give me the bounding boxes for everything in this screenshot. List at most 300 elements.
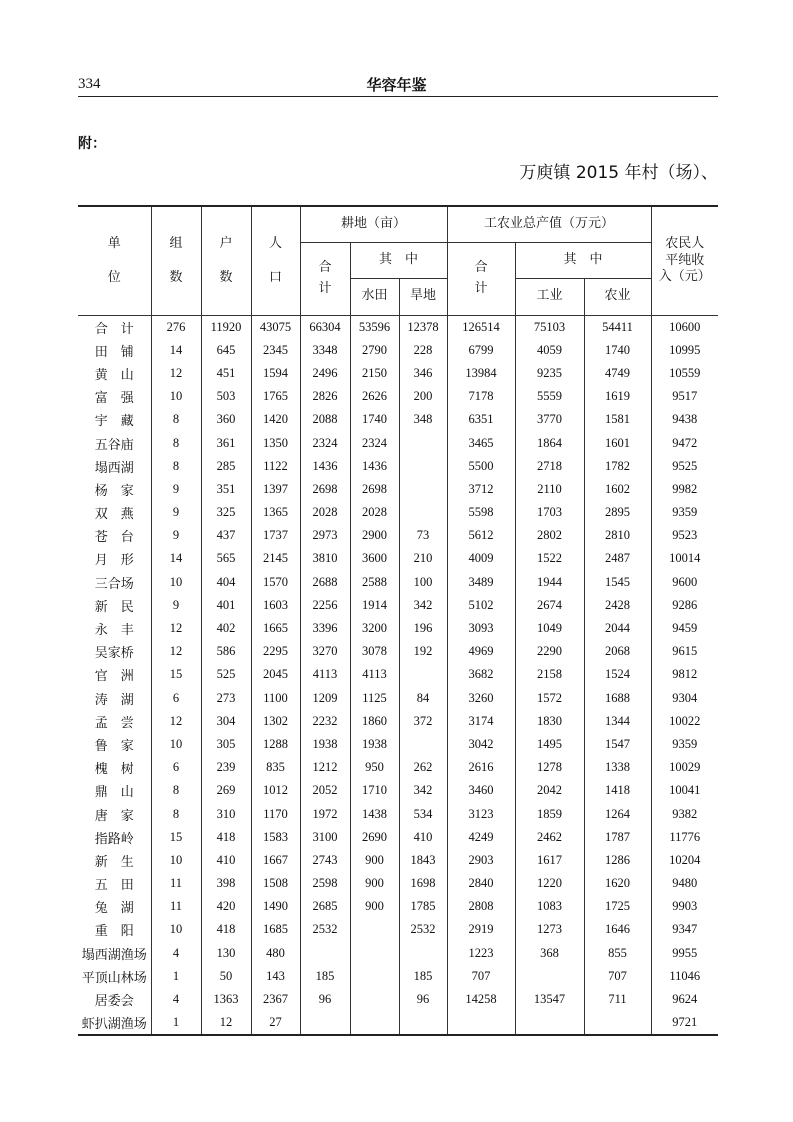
cell-paddy: 900 bbox=[350, 849, 399, 872]
cell-unit: 苍 台 bbox=[94, 530, 134, 546]
cell-income: 9525 bbox=[651, 455, 718, 478]
cell-population: 1100 bbox=[251, 687, 300, 710]
cell-farmland-total: 3396 bbox=[300, 617, 350, 640]
table-row bbox=[78, 524, 718, 547]
cell-output-total: 5598 bbox=[447, 501, 515, 524]
cell-dryland bbox=[399, 455, 447, 478]
cell-income: 9955 bbox=[651, 942, 718, 965]
cell-households: 525 bbox=[201, 663, 251, 686]
cell-output-total: 2840 bbox=[447, 872, 515, 895]
cell-farmland-total: 66304 bbox=[300, 315, 350, 339]
cell-industry: 1703 bbox=[515, 501, 584, 524]
cell-farmland-total: 1212 bbox=[300, 756, 350, 779]
cell-groups: 6 bbox=[151, 687, 201, 710]
cell-households: 325 bbox=[201, 501, 251, 524]
cell-agriculture: 2044 bbox=[584, 617, 651, 640]
cell-households: 273 bbox=[201, 687, 251, 710]
cell-output-total: 3460 bbox=[447, 779, 515, 802]
cell-unit: 孟 尝 bbox=[94, 715, 134, 731]
cell-population: 1594 bbox=[251, 362, 300, 385]
cell-unit: 黄 山 bbox=[94, 367, 134, 383]
cell-paddy: 4113 bbox=[350, 663, 399, 686]
cell-output-total: 3712 bbox=[447, 478, 515, 501]
cell-unit: 宇 藏 bbox=[94, 414, 134, 430]
cell-households: 351 bbox=[201, 478, 251, 501]
col-header-output-total: 合 计 bbox=[447, 242, 515, 315]
cell-output-total: 3042 bbox=[447, 733, 515, 756]
cell-unit: 鲁 家 bbox=[94, 738, 134, 754]
cell-output-total: 6799 bbox=[447, 339, 515, 362]
cell-industry: 1859 bbox=[515, 802, 584, 825]
col-header-dryland: 旱地 bbox=[399, 278, 447, 315]
cell-unit: 双 燕 bbox=[94, 507, 134, 523]
cell-agriculture: 2428 bbox=[584, 594, 651, 617]
table-row bbox=[78, 315, 718, 339]
col-header-farmland-total: 合 计 bbox=[300, 242, 350, 315]
cell-agriculture: 2068 bbox=[584, 640, 651, 663]
table-row bbox=[78, 594, 718, 617]
table-row bbox=[78, 779, 718, 802]
cell-agriculture: 1581 bbox=[584, 408, 651, 431]
cell-population: 1765 bbox=[251, 385, 300, 408]
cell-output-total: 4009 bbox=[447, 547, 515, 570]
cell-agriculture: 1787 bbox=[584, 826, 651, 849]
cell-paddy: 2028 bbox=[350, 501, 399, 524]
cell-unit: 平顶山林场 bbox=[81, 970, 147, 986]
cell-farmland-total: 2826 bbox=[300, 385, 350, 408]
cell-groups: 10 bbox=[151, 849, 201, 872]
table-row bbox=[78, 478, 718, 501]
cell-farmland-total: 2232 bbox=[300, 710, 350, 733]
col-header-groups: 组 数 bbox=[151, 206, 201, 315]
cell-farmland-total: 1972 bbox=[300, 802, 350, 825]
cell-groups: 8 bbox=[151, 408, 201, 431]
cell-unit: 槐 树 bbox=[94, 762, 134, 778]
cell-groups: 9 bbox=[151, 594, 201, 617]
cell-paddy: 2900 bbox=[350, 524, 399, 547]
cell-income: 11776 bbox=[651, 826, 718, 849]
cell-groups: 12 bbox=[151, 617, 201, 640]
cell-income: 10600 bbox=[651, 315, 718, 339]
cell-households: 11920 bbox=[201, 315, 251, 339]
cell-population: 143 bbox=[251, 965, 300, 988]
cell-dryland: 12378 bbox=[399, 315, 447, 339]
cell-paddy bbox=[350, 942, 399, 965]
cell-groups: 11 bbox=[151, 895, 201, 918]
cell-unit: 三合场 bbox=[94, 576, 134, 592]
cell-groups: 9 bbox=[151, 524, 201, 547]
cell-agriculture: 1418 bbox=[584, 779, 651, 802]
cell-population: 1667 bbox=[251, 849, 300, 872]
cell-farmland-total: 3270 bbox=[300, 640, 350, 663]
cell-industry: 1572 bbox=[515, 687, 584, 710]
cell-industry: 1944 bbox=[515, 571, 584, 594]
cell-groups: 8 bbox=[151, 431, 201, 454]
cell-paddy: 1438 bbox=[350, 802, 399, 825]
cell-unit: 鼎 山 bbox=[94, 785, 134, 801]
cell-households: 305 bbox=[201, 733, 251, 756]
cell-agriculture: 1547 bbox=[584, 733, 651, 756]
cell-industry: 5559 bbox=[515, 385, 584, 408]
cell-paddy bbox=[350, 965, 399, 988]
cell-households: 360 bbox=[201, 408, 251, 431]
cell-output-total: 2808 bbox=[447, 895, 515, 918]
cell-industry: 1495 bbox=[515, 733, 584, 756]
cell-unit: 杨 家 bbox=[94, 483, 134, 499]
cell-farmland-total: 2698 bbox=[300, 478, 350, 501]
cell-population: 2367 bbox=[251, 988, 300, 1011]
col-header-households: 户 数 bbox=[201, 206, 251, 315]
col-header-farmland-of-which: 其 中 bbox=[350, 242, 447, 278]
cell-dryland: 100 bbox=[399, 571, 447, 594]
cell-households: 404 bbox=[201, 571, 251, 594]
cell-income: 9517 bbox=[651, 385, 718, 408]
table-row bbox=[78, 385, 718, 408]
cell-population: 2145 bbox=[251, 547, 300, 570]
cell-agriculture bbox=[584, 1011, 651, 1035]
cell-unit: 涛 湖 bbox=[94, 692, 134, 708]
cell-dryland: 1843 bbox=[399, 849, 447, 872]
cell-industry: 75103 bbox=[515, 315, 584, 339]
cell-farmland-total: 2496 bbox=[300, 362, 350, 385]
cell-dryland: 534 bbox=[399, 802, 447, 825]
cell-income: 9304 bbox=[651, 687, 718, 710]
cell-paddy: 2790 bbox=[350, 339, 399, 362]
cell-households: 451 bbox=[201, 362, 251, 385]
cell-paddy: 3200 bbox=[350, 617, 399, 640]
table-row bbox=[78, 640, 718, 663]
cell-industry: 2158 bbox=[515, 663, 584, 686]
cell-industry: 1830 bbox=[515, 710, 584, 733]
cell-industry: 1522 bbox=[515, 547, 584, 570]
cell-farmland-total: 3100 bbox=[300, 826, 350, 849]
cell-groups: 4 bbox=[151, 988, 201, 1011]
cell-income: 9600 bbox=[651, 571, 718, 594]
cell-households: 402 bbox=[201, 617, 251, 640]
cell-income: 9286 bbox=[651, 594, 718, 617]
table-row bbox=[78, 826, 718, 849]
cell-dryland: 2532 bbox=[399, 918, 447, 941]
table-row bbox=[78, 756, 718, 779]
cell-income: 10029 bbox=[651, 756, 718, 779]
cell-industry: 9235 bbox=[515, 362, 584, 385]
cell-unit: 官 洲 bbox=[94, 669, 134, 685]
cell-dryland: 192 bbox=[399, 640, 447, 663]
table-row bbox=[78, 895, 718, 918]
cell-industry: 2674 bbox=[515, 594, 584, 617]
cell-population: 1012 bbox=[251, 779, 300, 802]
cell-unit: 新 生 bbox=[94, 854, 134, 870]
cell-groups: 12 bbox=[151, 362, 201, 385]
cell-paddy: 1860 bbox=[350, 710, 399, 733]
cell-income: 10022 bbox=[651, 710, 718, 733]
cell-population: 1665 bbox=[251, 617, 300, 640]
cell-income: 10559 bbox=[651, 362, 718, 385]
cell-output-total: 4969 bbox=[447, 640, 515, 663]
cell-unit: 唐 家 bbox=[94, 808, 134, 824]
cell-paddy: 1710 bbox=[350, 779, 399, 802]
cell-dryland: 84 bbox=[399, 687, 447, 710]
table-row bbox=[78, 617, 718, 640]
col-header-output: 工农业总产值（万元） bbox=[447, 206, 651, 242]
cell-unit: 合 计 bbox=[94, 321, 134, 337]
cell-dryland: 96 bbox=[399, 988, 447, 1011]
cell-population: 1490 bbox=[251, 895, 300, 918]
cell-income: 9615 bbox=[651, 640, 718, 663]
cell-households: 420 bbox=[201, 895, 251, 918]
cell-agriculture: 1619 bbox=[584, 385, 651, 408]
cell-income: 9982 bbox=[651, 478, 718, 501]
cell-groups: 12 bbox=[151, 640, 201, 663]
cell-income: 10041 bbox=[651, 779, 718, 802]
cell-households: 418 bbox=[201, 918, 251, 941]
cell-unit: 富 强 bbox=[94, 391, 134, 407]
cell-dryland: 342 bbox=[399, 779, 447, 802]
cell-paddy: 2150 bbox=[350, 362, 399, 385]
cell-agriculture: 1782 bbox=[584, 455, 651, 478]
cell-households: 12 bbox=[201, 1011, 251, 1035]
cell-income: 9438 bbox=[651, 408, 718, 431]
cell-population: 27 bbox=[251, 1011, 300, 1035]
cell-paddy: 1740 bbox=[350, 408, 399, 431]
cell-output-total: 2903 bbox=[447, 849, 515, 872]
cell-dryland bbox=[399, 478, 447, 501]
cell-dryland bbox=[399, 1011, 447, 1035]
cell-households: 361 bbox=[201, 431, 251, 454]
cell-paddy: 950 bbox=[350, 756, 399, 779]
cell-farmland-total: 2743 bbox=[300, 849, 350, 872]
cell-paddy: 1914 bbox=[350, 594, 399, 617]
cell-population: 835 bbox=[251, 756, 300, 779]
cell-output-total: 7178 bbox=[447, 385, 515, 408]
cell-population: 1420 bbox=[251, 408, 300, 431]
cell-industry: 1278 bbox=[515, 756, 584, 779]
cell-households: 269 bbox=[201, 779, 251, 802]
cell-population: 2345 bbox=[251, 339, 300, 362]
cell-farmland-total: 185 bbox=[300, 965, 350, 988]
cell-dryland: 185 bbox=[399, 965, 447, 988]
cell-income: 9359 bbox=[651, 733, 718, 756]
cell-agriculture: 2487 bbox=[584, 547, 651, 570]
cell-agriculture: 1286 bbox=[584, 849, 651, 872]
cell-output-total: 3465 bbox=[447, 431, 515, 454]
cell-income: 9721 bbox=[651, 1011, 718, 1035]
cell-income: 10204 bbox=[651, 849, 718, 872]
cell-output-total: 707 bbox=[447, 965, 515, 988]
cell-farmland-total: 2324 bbox=[300, 431, 350, 454]
cell-groups: 6 bbox=[151, 756, 201, 779]
cell-agriculture: 1602 bbox=[584, 478, 651, 501]
table-row bbox=[78, 733, 718, 756]
cell-groups: 1 bbox=[151, 965, 201, 988]
cell-unit: 五 田 bbox=[94, 878, 134, 894]
cell-unit: 虾扒湖渔场 bbox=[78, 1011, 151, 1035]
cell-farmland-total bbox=[300, 1011, 350, 1035]
cell-agriculture: 1688 bbox=[584, 687, 651, 710]
cell-groups: 15 bbox=[151, 663, 201, 686]
col-header-agriculture: 农业 bbox=[584, 278, 651, 315]
cell-unit: 五谷庙 bbox=[94, 437, 134, 453]
cell-output-total: 3093 bbox=[447, 617, 515, 640]
header-rule bbox=[78, 96, 718, 97]
cell-farmland-total: 2685 bbox=[300, 895, 350, 918]
cell-agriculture: 1338 bbox=[584, 756, 651, 779]
cell-dryland: 196 bbox=[399, 617, 447, 640]
table-body bbox=[78, 315, 718, 1035]
cell-farmland-total: 3348 bbox=[300, 339, 350, 362]
cell-groups: 1 bbox=[151, 1011, 201, 1035]
cell-dryland: 346 bbox=[399, 362, 447, 385]
cell-groups: 10 bbox=[151, 571, 201, 594]
cell-agriculture: 1646 bbox=[584, 918, 651, 941]
table-title: 万庾镇 2015 年村（场）、 bbox=[519, 163, 718, 183]
table-row bbox=[78, 872, 718, 895]
cell-groups: 8 bbox=[151, 802, 201, 825]
cell-population: 1302 bbox=[251, 710, 300, 733]
cell-dryland bbox=[399, 733, 447, 756]
cell-industry: 1864 bbox=[515, 431, 584, 454]
cell-paddy: 1436 bbox=[350, 455, 399, 478]
cell-groups: 10 bbox=[151, 918, 201, 941]
cell-output-total: 6351 bbox=[447, 408, 515, 431]
cell-agriculture: 711 bbox=[584, 988, 651, 1011]
cell-households: 239 bbox=[201, 756, 251, 779]
cell-output-total: 5500 bbox=[447, 455, 515, 478]
cell-farmland-total bbox=[300, 942, 350, 965]
cell-households: 418 bbox=[201, 826, 251, 849]
cell-households: 304 bbox=[201, 710, 251, 733]
cell-paddy: 3078 bbox=[350, 640, 399, 663]
cell-population: 2045 bbox=[251, 663, 300, 686]
table-row bbox=[78, 455, 718, 478]
cell-industry: 1273 bbox=[515, 918, 584, 941]
cell-industry: 1617 bbox=[515, 849, 584, 872]
cell-dryland: 73 bbox=[399, 524, 447, 547]
cell-agriculture: 1344 bbox=[584, 710, 651, 733]
cell-paddy: 2698 bbox=[350, 478, 399, 501]
cell-groups: 12 bbox=[151, 710, 201, 733]
cell-dryland: 348 bbox=[399, 408, 447, 431]
cell-groups: 8 bbox=[151, 779, 201, 802]
cell-paddy: 900 bbox=[350, 895, 399, 918]
cell-paddy: 53596 bbox=[350, 315, 399, 339]
cell-output-total: 3682 bbox=[447, 663, 515, 686]
cell-output-total: 2919 bbox=[447, 918, 515, 941]
cell-dryland bbox=[399, 663, 447, 686]
cell-industry: 4059 bbox=[515, 339, 584, 362]
cell-income: 9523 bbox=[651, 524, 718, 547]
cell-output-total bbox=[447, 1011, 515, 1035]
cell-dryland: 1785 bbox=[399, 895, 447, 918]
col-header-paddy: 水田 bbox=[350, 278, 399, 315]
cell-agriculture: 54411 bbox=[584, 315, 651, 339]
table-row bbox=[78, 802, 718, 825]
cell-farmland-total: 2028 bbox=[300, 501, 350, 524]
cell-dryland bbox=[399, 431, 447, 454]
cell-population: 1603 bbox=[251, 594, 300, 617]
cell-agriculture: 707 bbox=[584, 965, 651, 988]
cell-dryland: 200 bbox=[399, 385, 447, 408]
cell-paddy: 2690 bbox=[350, 826, 399, 849]
cell-output-total: 14258 bbox=[447, 988, 515, 1011]
cell-agriculture: 4749 bbox=[584, 362, 651, 385]
cell-unit: 吴家桥 bbox=[94, 646, 134, 662]
cell-output-total: 1223 bbox=[447, 942, 515, 965]
cell-agriculture: 2895 bbox=[584, 501, 651, 524]
cell-output-total: 3174 bbox=[447, 710, 515, 733]
table-row bbox=[78, 571, 718, 594]
cell-population: 1737 bbox=[251, 524, 300, 547]
col-header-income: 农民人 平纯收 入（元） bbox=[651, 206, 718, 315]
cell-farmland-total: 1209 bbox=[300, 687, 350, 710]
cell-groups: 276 bbox=[151, 315, 201, 339]
cell-agriculture: 1601 bbox=[584, 431, 651, 454]
cell-paddy bbox=[350, 918, 399, 941]
table-row bbox=[78, 988, 718, 1011]
table-row bbox=[78, 687, 718, 710]
cell-industry: 1083 bbox=[515, 895, 584, 918]
table-row bbox=[78, 710, 718, 733]
cell-output-total: 13984 bbox=[447, 362, 515, 385]
cell-paddy: 2588 bbox=[350, 571, 399, 594]
cell-farmland-total: 2973 bbox=[300, 524, 350, 547]
cell-agriculture: 1264 bbox=[584, 802, 651, 825]
col-header-population: 人 口 bbox=[251, 206, 300, 315]
cell-income: 9459 bbox=[651, 617, 718, 640]
cell-farmland-total: 96 bbox=[300, 988, 350, 1011]
cell-paddy bbox=[350, 988, 399, 1011]
cell-population: 1397 bbox=[251, 478, 300, 501]
cell-households: 50 bbox=[201, 965, 251, 988]
cell-farmland-total: 2532 bbox=[300, 918, 350, 941]
cell-farmland-total: 2598 bbox=[300, 872, 350, 895]
cell-households: 401 bbox=[201, 594, 251, 617]
cell-industry: 2110 bbox=[515, 478, 584, 501]
cell-industry: 2290 bbox=[515, 640, 584, 663]
cell-output-total: 5612 bbox=[447, 524, 515, 547]
cell-farmland-total: 2088 bbox=[300, 408, 350, 431]
table-row bbox=[78, 339, 718, 362]
cell-dryland bbox=[399, 942, 447, 965]
cell-income: 10995 bbox=[651, 339, 718, 362]
cell-paddy: 1125 bbox=[350, 687, 399, 710]
table-row bbox=[78, 408, 718, 431]
col-header-industry: 工业 bbox=[515, 278, 584, 315]
cell-unit: 新 民 bbox=[94, 599, 134, 615]
cell-agriculture: 1740 bbox=[584, 339, 651, 362]
cell-farmland-total: 1436 bbox=[300, 455, 350, 478]
cell-unit: 指路岭 bbox=[94, 831, 134, 847]
cell-output-total: 5102 bbox=[447, 594, 515, 617]
cell-income: 9480 bbox=[651, 872, 718, 895]
table-row bbox=[78, 965, 718, 988]
table-row bbox=[78, 501, 718, 524]
cell-dryland: 210 bbox=[399, 547, 447, 570]
cell-households: 310 bbox=[201, 802, 251, 825]
cell-industry: 2462 bbox=[515, 826, 584, 849]
cell-industry: 2042 bbox=[515, 779, 584, 802]
cell-income: 9903 bbox=[651, 895, 718, 918]
cell-industry: 13547 bbox=[515, 988, 584, 1011]
cell-groups: 9 bbox=[151, 501, 201, 524]
cell-income: 9359 bbox=[651, 501, 718, 524]
cell-dryland: 262 bbox=[399, 756, 447, 779]
cell-paddy: 3600 bbox=[350, 547, 399, 570]
cell-farmland-total: 2256 bbox=[300, 594, 350, 617]
cell-population: 1583 bbox=[251, 826, 300, 849]
cell-households: 586 bbox=[201, 640, 251, 663]
cell-groups: 10 bbox=[151, 385, 201, 408]
